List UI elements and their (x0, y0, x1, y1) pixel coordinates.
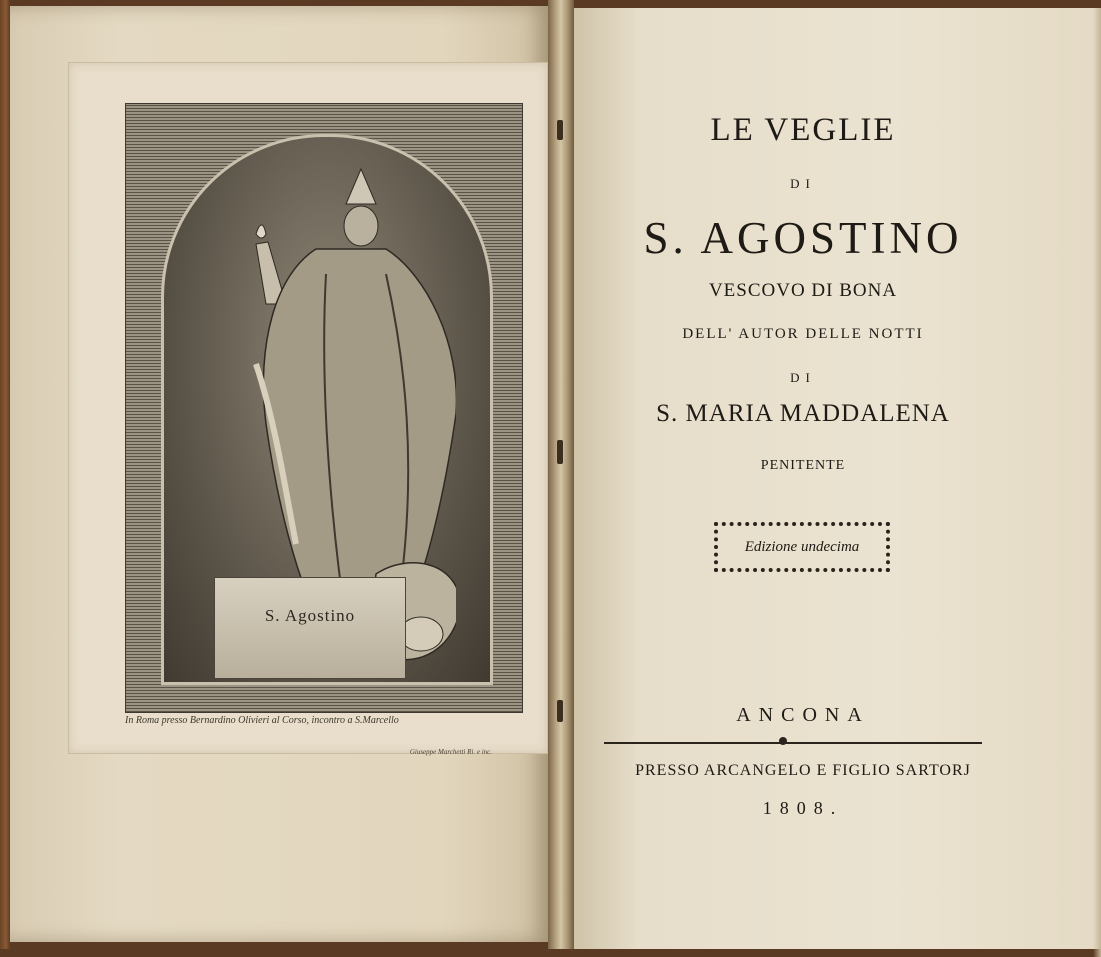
binding-stitch (557, 700, 563, 722)
imprint-city: ANCONA (736, 704, 870, 726)
title-connector-di: DI (790, 176, 816, 191)
author-line: DELL' AUTOR DELLE NOTTI (682, 326, 924, 342)
publisher: PRESSO ARCANGELO E FIGLIO SARTORJ (635, 762, 971, 779)
subject-role: VESCOVO DI BONA (708, 280, 898, 301)
binding-stitch (557, 120, 563, 140)
subject-name: S. AGOSTINO (643, 213, 963, 263)
other-work-suffix: PENITENTE (760, 458, 846, 473)
page-edge (1093, 8, 1101, 957)
other-work-title: S. MARIA MADDALENA (656, 400, 950, 427)
edition-box: Edizione undecima (714, 522, 890, 572)
author-connector-di: DI (790, 370, 816, 385)
imprint-rule (604, 742, 982, 748)
binding-stitch (557, 440, 563, 464)
imprint-caption: In Roma presso Bernardino Olivieri al Corso, incontro a S.Marcello (125, 715, 399, 726)
title-page (574, 8, 1101, 949)
publication-year: 1808. (762, 798, 844, 818)
statue-plinth (214, 577, 406, 679)
artist-credit: Giuseppe Marchetti Ri. e inc. (409, 748, 492, 756)
book-gutter (548, 0, 574, 949)
left-page (10, 6, 550, 942)
frontispiece-plate (68, 62, 548, 754)
imprint-rule-ornament (779, 737, 787, 745)
book-title: LE VEGLIE (710, 112, 896, 148)
plinth-inscription: S. Agostino (264, 606, 356, 625)
